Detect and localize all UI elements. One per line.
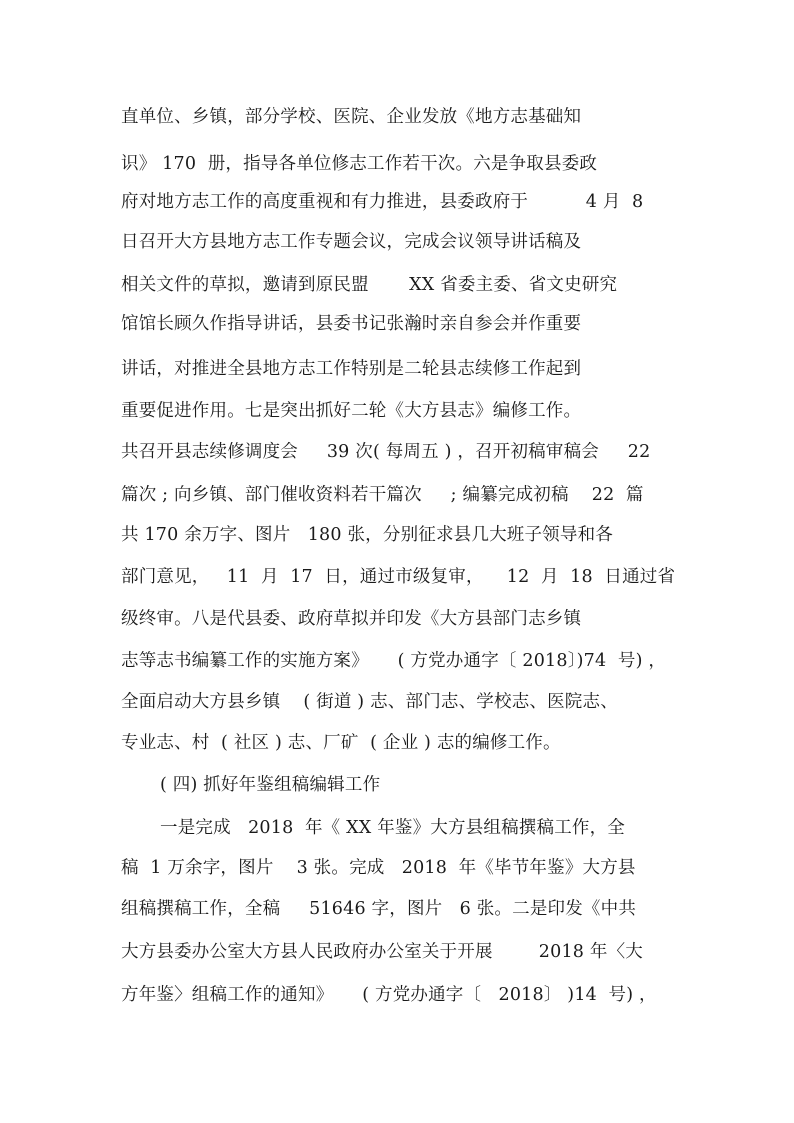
text-line-12: 部门意见， 11 月 17 日，通过市级复审， 12 月 18 日通过省 [121, 567, 676, 587]
text-line-4: 日召开大方县地方志工作专题会议，完成会议领导讲话稿及 [121, 232, 582, 252]
text-line-7: 讲话，对推进全县地方志工作特别是二轮县志续修工作起到 [121, 359, 582, 379]
text-line-8: 重要促进作用。七是突出抓好二轮《大方县志》编修工作。 [121, 401, 582, 421]
text-line-1: 直单位、乡镇，部分学校、医院、企业发放《地方志基础知 [121, 107, 582, 127]
text-line-22: 方年鉴〉组稿工作的通知》 ( 方党办通字〔 2018〕 )14 号) ， [121, 985, 657, 1005]
text-line-21: 大方县委办公室大方县人民政府办公室关于开展 2018 年〈大 [121, 942, 643, 962]
text-line-11: 共 170 余万字、图片 180 张，分别征求县几大班子领导和各 [121, 525, 613, 545]
text-line-14: 志等志书编纂工作的实施方案》 ( 方党办通字〔 2018〕)74 号) ， [121, 651, 667, 671]
text-line-20: 组稿撰稿工作，全稿 51646 字，图片 6 张。二是印发《中共 [121, 899, 637, 919]
text-line-18: 一是完成 2018 年《 XX 年鉴》大方县组稿撰稿工作，全 [160, 818, 625, 838]
text-line-6: 馆馆长顾久作指导讲话，县委书记张瀚时亲自参会并作重要 [121, 314, 582, 334]
section-heading: ( 四) 抓好年鉴组稿编辑工作 [160, 775, 381, 795]
text-line-9: 共召开县志续修调度会 39 次( 每周五 ) ，召开初稿审稿会 22 [121, 442, 651, 462]
text-line-5: 相关文件的草拟，邀请到原民盟 XX 省委主委、省文史研究 [121, 275, 618, 295]
text-line-3: 府对地方志工作的高度重视和有力推进，县委政府于 4 月 8 [121, 192, 644, 212]
text-line-16: 专业志、村 ( 社区 ) 志、厂矿 ( 企业 ) 志的编修工作。 [121, 733, 561, 753]
text-line-13: 级终审。八是代县委、政府草拟并印发《大方县部门志乡镇 [121, 609, 582, 629]
text-line-10: 篇次 ; 向乡镇、部门催收资料若干篇次 ; 编纂完成初稿 22 篇 [121, 485, 644, 505]
text-line-2: 识》 170 册，指导各单位修志工作若干次。六是争取县委政 [121, 154, 598, 174]
text-line-19: 稿 1 万余字，图片 3 张。完成 2018 年《毕节年鉴》大方县 [121, 858, 636, 878]
text-line-15: 全面启动大方县乡镇 ( 街道 ) 志、部门志、学校志、医院志、 [121, 692, 618, 712]
